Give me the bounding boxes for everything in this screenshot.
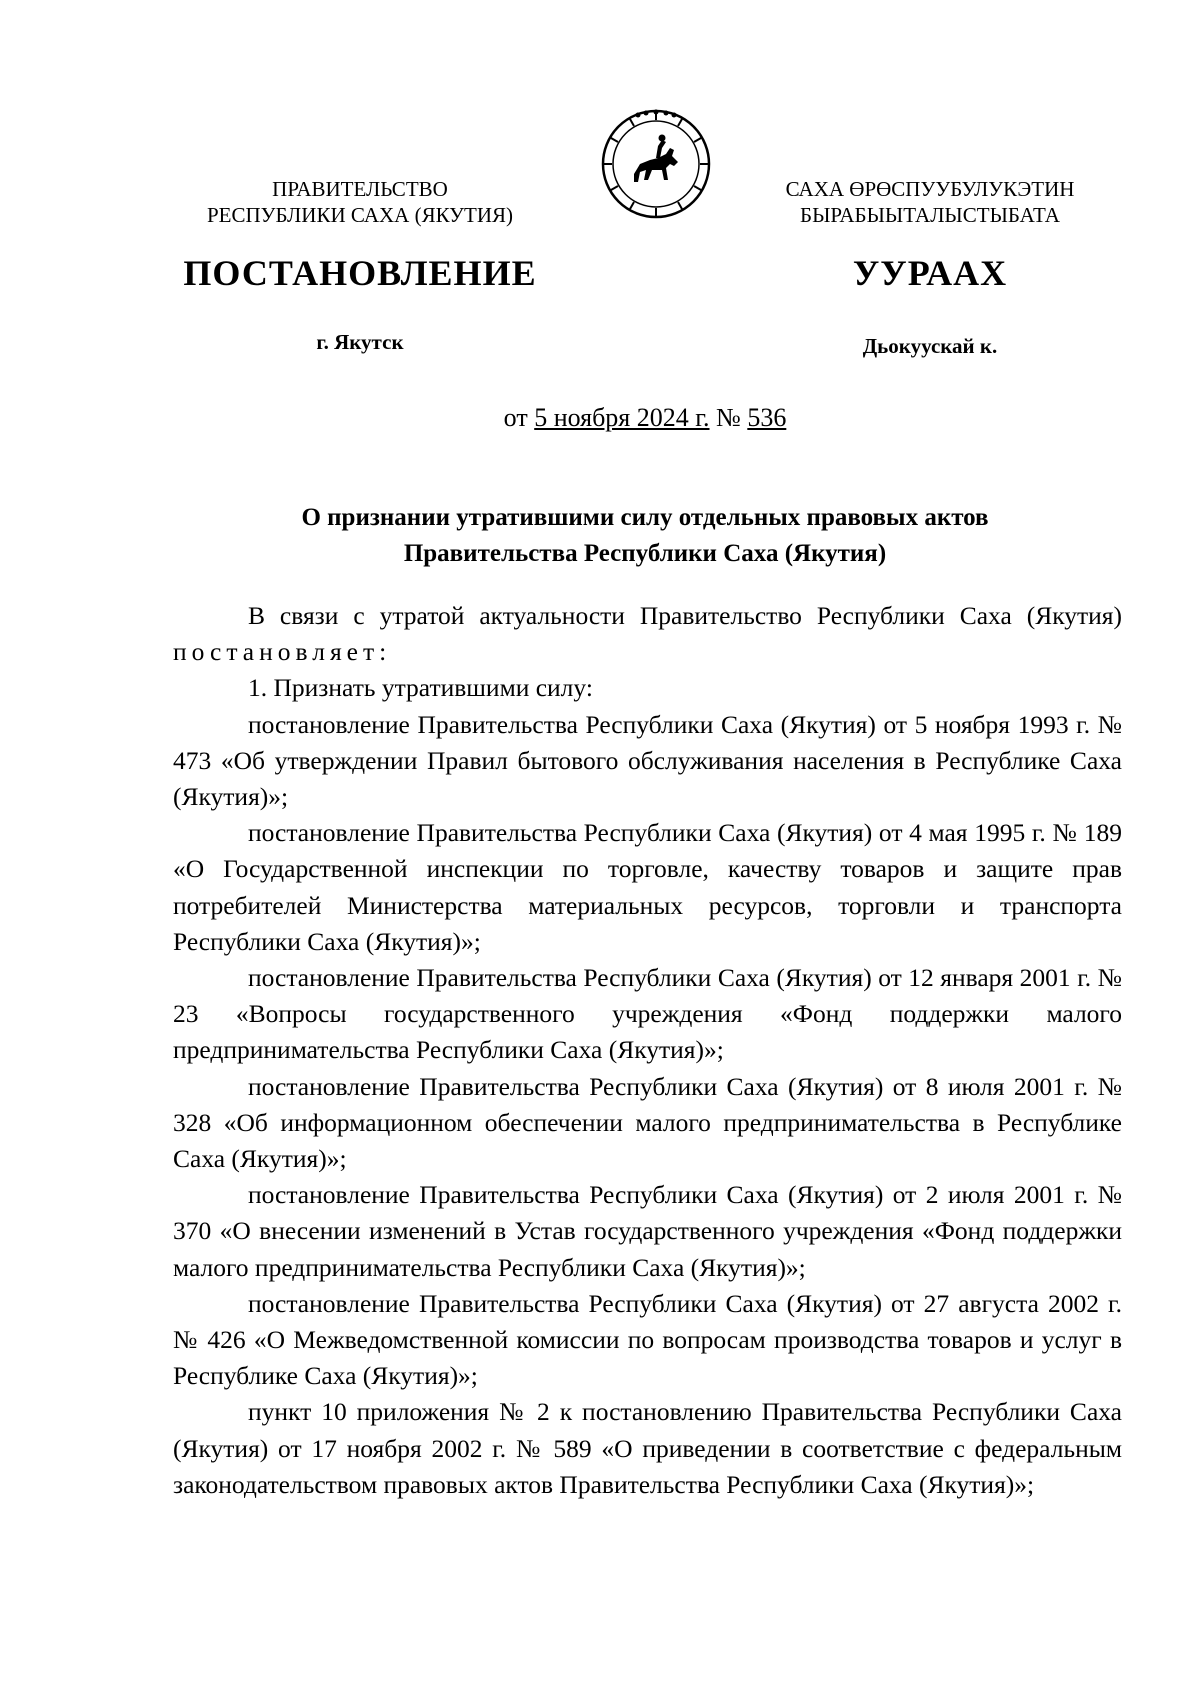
intro-text: В связи с утратой актуальности Правительство Республики Саха (Якутия) bbox=[248, 601, 1122, 630]
list-item: пункт 10 приложения № 2 к постановлению Правительства Республики Саха (Якутия) от 17 ноября 2002 г. № 589 «О приведении в соответствие с федеральным законодательством правовых актов Правительства Республики Саха (Якутия)»; bbox=[173, 1397, 1122, 1499]
date-prefix: от bbox=[503, 403, 528, 432]
decree-word: постановляет: bbox=[173, 637, 392, 667]
document-subject bbox=[170, 500, 1120, 572]
issuer-name-russian bbox=[170, 176, 550, 228]
point-1: 1. Признать утратившими силу: bbox=[248, 673, 593, 703]
document-type-russian: ПОСТАНОВЛЕНИЕ bbox=[183, 253, 537, 293]
list-item: постановление Правительства Республики Саха (Якутия) от 27 августа 2002 г. № 426 «О Межведомственной комиссии по вопросам производства товаров и услуг в Республике Саха (Якутия)»; bbox=[173, 1288, 1122, 1391]
issuer-line-2-sakha: БЫРАБЫЫТАЛЫСТЫБАТА bbox=[800, 203, 1060, 227]
list-item: постановление Правительства Республики Саха (Якутия) от 2 июля 2001 г. № 370 «О внесении изменений в Устав государственного учреждения «Фонд поддержки малого предпринимательства Республики Саха (Якутия)»; bbox=[173, 1180, 1122, 1282]
issuer-line-2: РЕСПУБЛИКИ САХА (ЯКУТИЯ) bbox=[206, 203, 514, 227]
document-date: 5 ноября 2024 г. bbox=[534, 403, 710, 432]
list-item: постановление Правительства Республики Саха (Якутия) от 8 июля 2001 г. № 328 «Об информационном обеспечении малого предпринимательства в Республике Саха (Якутия)»; bbox=[173, 1071, 1122, 1174]
document-number: 536 bbox=[747, 403, 787, 432]
city-russian: г. Якутск bbox=[316, 330, 404, 354]
number-sign: № bbox=[716, 403, 741, 432]
subject-line-2: Правительства Республики Саха (Якутия) bbox=[403, 540, 887, 567]
issuer-name-sakha bbox=[740, 176, 1120, 228]
date-and-number bbox=[0, 403, 1200, 433]
list-item: постановление Правительства Республики Саха (Якутия) от 12 января 2001 г. № 23 «Вопросы государственного учреждения «Фонд поддержки малого предпринимательства Республики Саха (Якутия)»; bbox=[173, 963, 1122, 1065]
subject-line-1: О признании утратившими силу отдельных правовых актов bbox=[301, 504, 989, 531]
issuer-line-1-sakha: САХА ӨРӨСПУУБУЛУКЭТИН bbox=[785, 177, 1075, 201]
intro-paragraph bbox=[173, 598, 1122, 670]
document-body bbox=[173, 598, 1122, 1503]
issuer-line-1: ПРАВИТЕЛЬСТВО bbox=[272, 177, 448, 201]
list-item: постановление Правительства Республики Саха (Якутия) от 4 мая 1995 г. № 189 «О Государственной инспекции по торговле, качеству товаров и защите прав потребителей Министерства материальных ресурсов, торговли и транспорта Республики Саха (Якутия)»; bbox=[173, 818, 1122, 956]
document-type-sakha: УУРААХ bbox=[852, 253, 1008, 293]
list-item: постановление Правительства Республики Саха (Якутия) от 5 ноября 1993 г. № 473 «Об утверждении Правил бытового обслуживания населения в Республике Саха (Якутия)»; bbox=[173, 709, 1122, 812]
coat-of-arms-sakha-icon bbox=[600, 108, 712, 220]
city-sakha: Дьокуускай к. bbox=[862, 334, 998, 358]
